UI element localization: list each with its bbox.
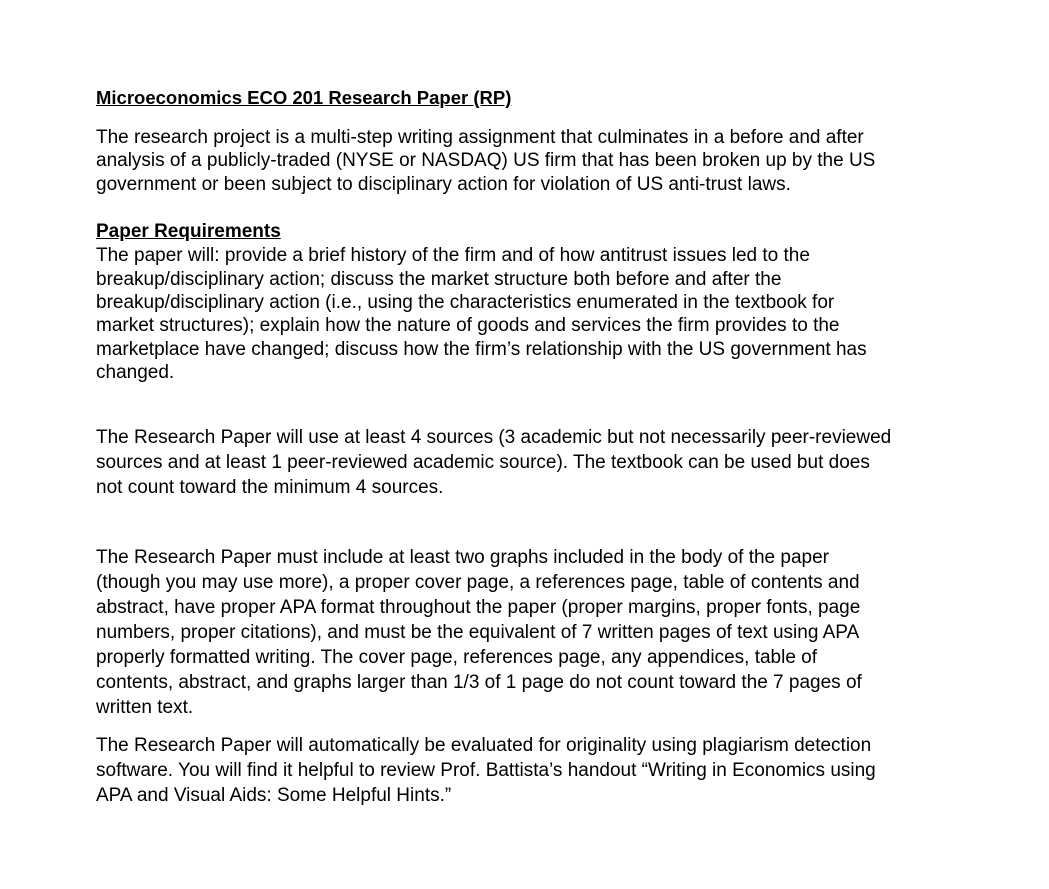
requirements-paragraph: The paper will: provide a brief history of the firm and of how antitrust issues led to the breakup/disciplinary action; discuss the market structure both before and after the breakup/disciplinary action (i.e., using the characteristics enumerated in the textbook for market structures); explain how the nature of goods and services the firm provides to the marketplace have changed; discuss how the firm’s relationship with the US government has changed. <box>96 245 867 384</box>
requirements-heading: Paper Requirements <box>96 221 281 243</box>
document-page <box>96 86 896 808</box>
originality-paragraph: The Research Paper will automatically be evaluated for originality using plagiarism detection software. You will find it helpful to review Prof. Battista’s handout “Writing in Economics using APA and Visual Aids: Some Helpful Hints.” <box>96 734 876 806</box>
sources-paragraph: The Research Paper will use at least 4 sources (3 academic but not necessarily peer-reviewed sources and at least 1 peer-reviewed academic source). The textbook can be used but does not count toward the minimum 4 sources. <box>96 426 892 498</box>
document-title: Microeconomics ECO 201 Research Paper (RP) <box>96 87 512 108</box>
graphs-paragraph: The Research Paper must include at least two graphs included in the body of the paper (though you may use more), a proper cover page, a references page, table of contents and abstract, have proper APA format throughout the paper (proper margins, proper fonts, page numbers, proper citations), and must be the equivalent of 7 written pages of text using APA properly formatted writing. The cover page, references page, any appendices, table of contents, abstract, and graphs larger than 1/3 of 1 page do not count toward the 7 pages of written text. <box>96 546 862 718</box>
intro-paragraph: The research project is a multi-step writing assignment that culminates in a before and after analysis of a publicly-traded (NYSE or NASDAQ) US firm that has been broken up by the US government or been subject to disciplinary action for violation of US anti-trust laws. <box>96 127 876 195</box>
